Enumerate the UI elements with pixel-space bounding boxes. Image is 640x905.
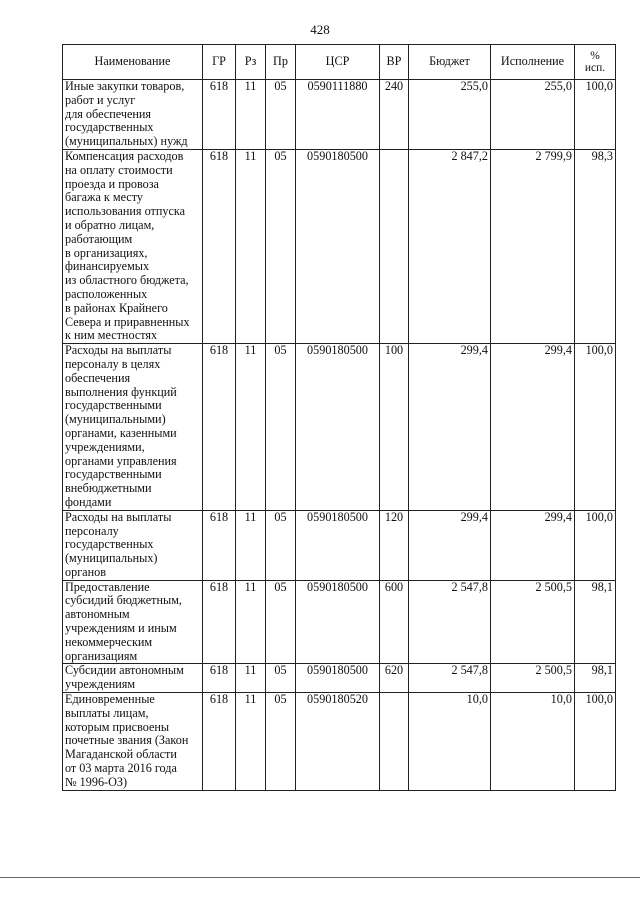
row-csr: 0590180500 xyxy=(296,664,380,693)
row-execution: 2 500,5 xyxy=(491,580,575,664)
header-csr: ЦСР xyxy=(296,45,380,80)
row-execution: 299,4 xyxy=(491,510,575,580)
row-rz: 11 xyxy=(236,80,266,150)
row-gr: 618 xyxy=(203,693,236,791)
row-vr: 620 xyxy=(380,664,409,693)
row-percent: 98,1 xyxy=(575,580,616,664)
table-row xyxy=(63,693,616,791)
table-header-row xyxy=(63,45,616,80)
row-budget: 10,0 xyxy=(409,693,491,791)
row-budget: 299,4 xyxy=(409,344,491,511)
row-csr: 0590111880 xyxy=(296,80,380,150)
row-vr: 240 xyxy=(380,80,409,150)
header-rz: Рз xyxy=(236,45,266,80)
row-name: Субсидии автономным учреждениям xyxy=(63,664,203,693)
table-row xyxy=(63,80,616,150)
row-budget: 299,4 xyxy=(409,510,491,580)
header-budget: Бюджет xyxy=(409,45,491,80)
row-rz: 11 xyxy=(236,693,266,791)
row-pr: 05 xyxy=(266,664,296,693)
header-name: Наименование xyxy=(63,45,203,80)
budget-execution-table xyxy=(62,44,616,791)
row-name: Расходы на выплаты персоналу государственных (муниципальных) органов xyxy=(63,510,203,580)
table-row xyxy=(63,149,616,343)
row-pr: 05 xyxy=(266,344,296,511)
header-vr: ВР xyxy=(380,45,409,80)
row-percent: 100,0 xyxy=(575,510,616,580)
table-row xyxy=(63,580,616,664)
row-csr: 0590180500 xyxy=(296,149,380,343)
row-gr: 618 xyxy=(203,80,236,150)
header-pr: Пр xyxy=(266,45,296,80)
row-csr: 0590180500 xyxy=(296,510,380,580)
row-vr: 600 xyxy=(380,580,409,664)
row-execution: 299,4 xyxy=(491,344,575,511)
row-gr: 618 xyxy=(203,580,236,664)
row-vr xyxy=(380,149,409,343)
row-percent: 100,0 xyxy=(575,693,616,791)
row-percent: 100,0 xyxy=(575,80,616,150)
row-rz: 11 xyxy=(236,149,266,343)
row-percent: 98,1 xyxy=(575,664,616,693)
page-bottom-rule xyxy=(0,877,640,878)
row-vr: 120 xyxy=(380,510,409,580)
row-pr: 05 xyxy=(266,149,296,343)
row-budget: 2 547,8 xyxy=(409,580,491,664)
row-execution: 2 500,5 xyxy=(491,664,575,693)
header-gr: ГР xyxy=(203,45,236,80)
row-budget: 255,0 xyxy=(409,80,491,150)
page-number: 428 xyxy=(310,22,330,37)
row-gr: 618 xyxy=(203,344,236,511)
row-pr: 05 xyxy=(266,510,296,580)
table-row xyxy=(63,344,616,511)
row-name: Компенсация расходов на оплату стоимости проезда и провоза багажа к месту использования отпуска и обратно лицам, работающим в организациях, финансируемых из областного бюджета, расположенных в районах Крайнего Севера и приравненных к ним местностях xyxy=(63,149,203,343)
row-percent: 100,0 xyxy=(575,344,616,511)
row-budget: 2 547,8 xyxy=(409,664,491,693)
row-execution: 10,0 xyxy=(491,693,575,791)
row-csr: 0590180520 xyxy=(296,693,380,791)
row-pr: 05 xyxy=(266,80,296,150)
row-gr: 618 xyxy=(203,510,236,580)
row-rz: 11 xyxy=(236,344,266,511)
row-name: Расходы на выплаты персоналу в целях обеспечения выполнения функций государственными (муниципальными) органами, казенными учреждениями, органами управления государственными внебюджетными фондами xyxy=(63,344,203,511)
table-row xyxy=(63,510,616,580)
row-rz: 11 xyxy=(236,510,266,580)
row-gr: 618 xyxy=(203,149,236,343)
row-csr: 0590180500 xyxy=(296,344,380,511)
row-rz: 11 xyxy=(236,580,266,664)
row-name: Иные закупки товаров, работ и услуг для обеспечения государственных (муниципальных) нужд xyxy=(63,80,203,150)
row-vr: 100 xyxy=(380,344,409,511)
row-execution: 2 799,9 xyxy=(491,149,575,343)
row-rz: 11 xyxy=(236,664,266,693)
table-row xyxy=(63,664,616,693)
header-execution: Исполнение xyxy=(491,45,575,80)
row-name: Единовременные выплаты лицам, которым присвоены почетные звания (Закон Магаданской области от 03 марта 2016 года № 1996-ОЗ) xyxy=(63,693,203,791)
row-name: Предоставление субсидий бюджетным, автономным учреждениям и иным некоммерческим организациям xyxy=(63,580,203,664)
row-pr: 05 xyxy=(266,693,296,791)
row-gr: 618 xyxy=(203,664,236,693)
row-percent: 98,3 xyxy=(575,149,616,343)
row-vr xyxy=(380,693,409,791)
row-pr: 05 xyxy=(266,580,296,664)
row-budget: 2 847,2 xyxy=(409,149,491,343)
row-execution: 255,0 xyxy=(491,80,575,150)
header-percent: % исп. xyxy=(575,45,616,80)
row-csr: 0590180500 xyxy=(296,580,380,664)
